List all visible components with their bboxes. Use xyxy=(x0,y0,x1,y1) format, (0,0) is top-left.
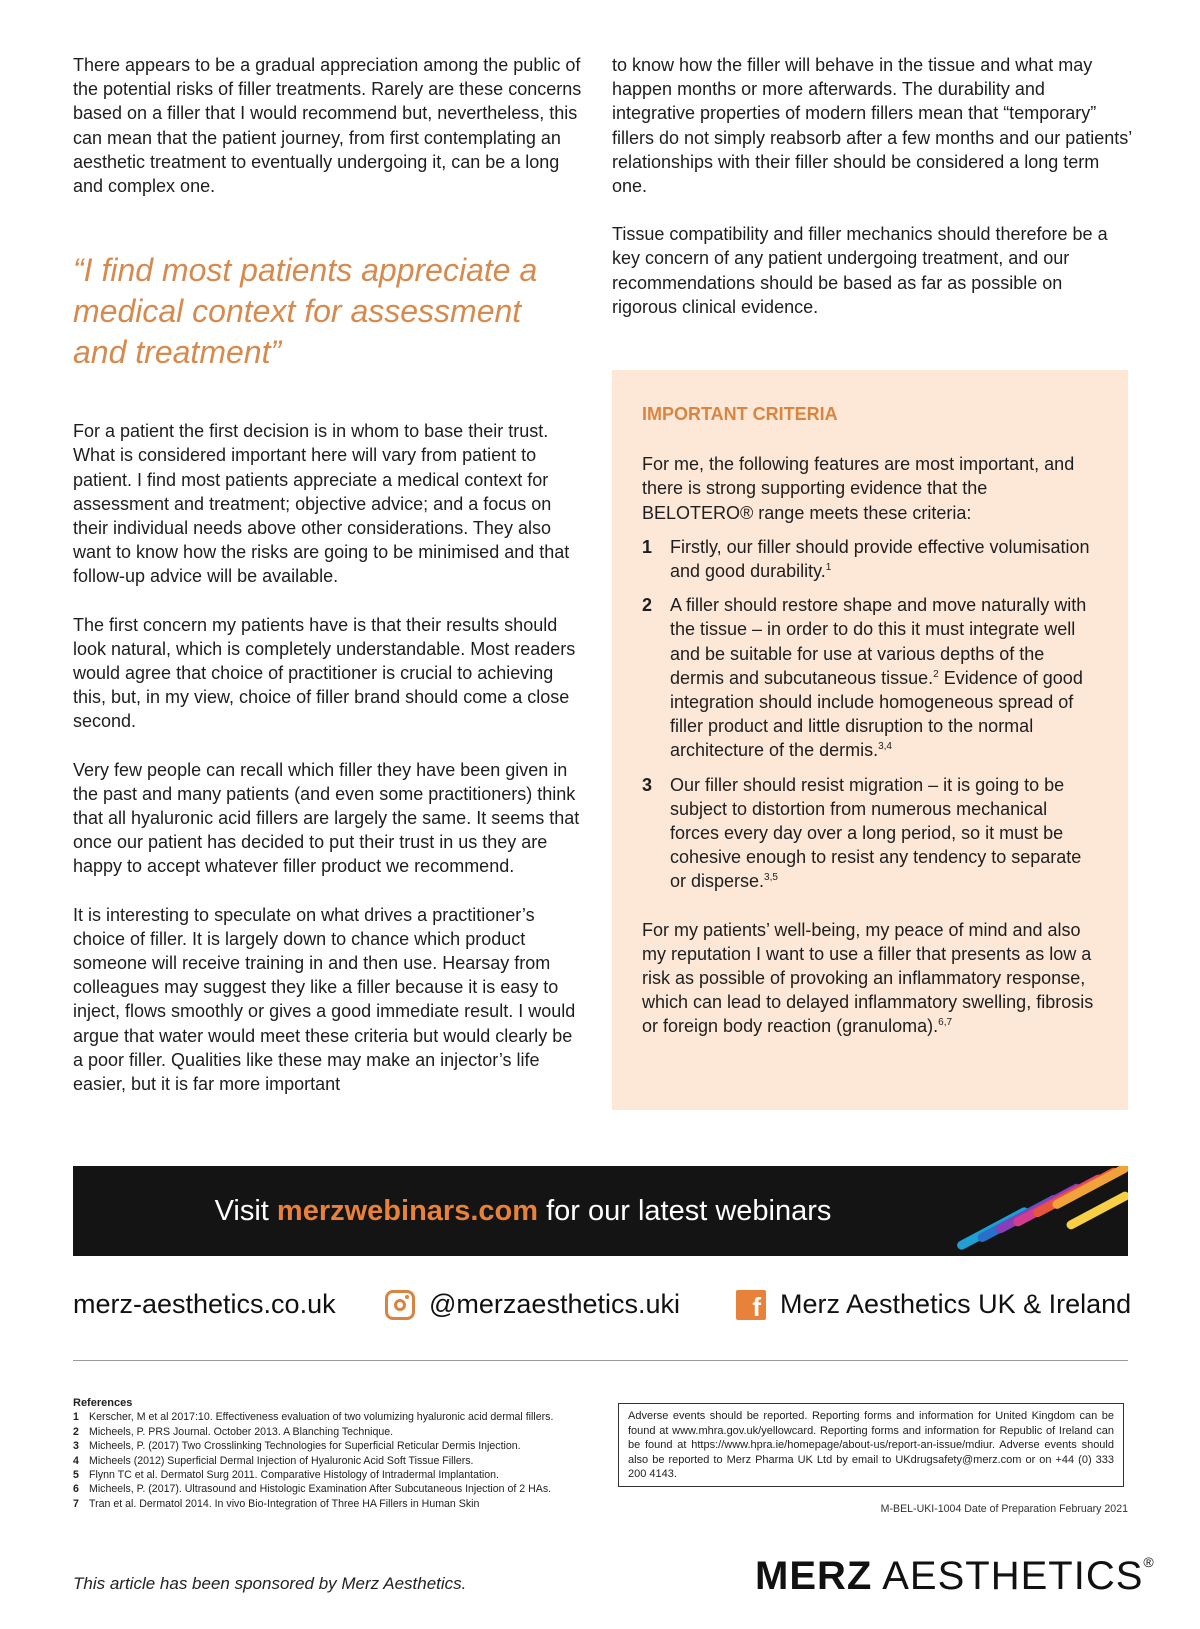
reference-number: 5 xyxy=(73,1469,79,1482)
body-paragraph: Tissue compatibility and filler mechanics should therefore be a key concern of any patient undergoing treatment, and our recommendations should be based as far as possible on rigorous clinical evidence. xyxy=(612,224,1108,317)
body-paragraph: The first concern my patients have is that their results should look natural, which is completely understandable. Most readers would agree that choice of practitioner is crucial to achieving this, but, in my view, choice of filler brand should come a close second. xyxy=(73,614,576,732)
website-link[interactable]: merz-aesthetics.co.uk xyxy=(73,1289,336,1319)
reference-item xyxy=(73,1410,603,1424)
criteria-item xyxy=(642,773,1098,894)
logo-part-aesthetics: AESTHETICS xyxy=(872,1554,1144,1598)
reference-number: 4 xyxy=(73,1454,79,1467)
references-heading: References xyxy=(73,1397,133,1409)
divider xyxy=(73,1360,1128,1361)
citation-superscript: 3,4 xyxy=(878,741,892,753)
reference-text: Tran et al. Dermatol 2014. In vivo Bio-Integration of Three HA Fillers in Human Skin xyxy=(89,1497,480,1510)
right-column xyxy=(612,53,1132,343)
criteria-intro: For me, the following features are most important, and there is strong supporting evidence that the BELOTERO® range meets these criteria: xyxy=(642,454,1075,523)
reference-number: 7 xyxy=(73,1497,79,1510)
banner-prefix: Visit xyxy=(214,1195,277,1227)
body-paragraph: to know how the filler will behave in the tissue and what may happen months or more afterwards. The durability and integrative properties of modern fillers mean that “temporary” fillers do not simply reabsorb after a few months and our patients’ relationships with their filler should be considered a long term one. xyxy=(612,55,1132,197)
citation-superscript: 6,7 xyxy=(938,1017,953,1029)
criteria-text-body: A filler should restore shape and move naturally with the tissue – in order to do this it must integrate well and be suitable for use at various depths of the dermis and subcutaneous tissue. xyxy=(670,595,1087,688)
criteria-item xyxy=(642,535,1098,583)
criteria-heading: IMPORTANT CRITERIA xyxy=(642,404,838,424)
criteria-number: 1 xyxy=(642,536,653,557)
criteria-number: 2 xyxy=(642,595,653,616)
criteria-closing-text: For my patients’ well-being, my peace of mind and also my reputation I want to use a filler that presents as low a risk as possible of provoking an inflammatory response, which can lead to delayed inflammatory swelling, fibrosis or foreign body reaction (granuloma). xyxy=(642,919,1094,1037)
reference-item xyxy=(73,1497,603,1511)
facebook-icon: f xyxy=(736,1290,766,1320)
adverse-events-notice: Adverse events should be reported. Reporting forms and information for United Kingdom can be found at www.mhra.gov.uk/yellowcard. Reporting forms and information for Republic of Ireland can be found at https://www.hpra.ie/homepage/about-us/report-an-issue/mdiur. Adverse events should also be reported to Merz Pharma UK Ltd by email to UKdrugsafety@merz.com or on +44 (0) 333 200 4143. xyxy=(618,1403,1124,1487)
reference-text: Kerscher, M et al 2017:10. Effectiveness evaluation of two volumizing hyaluronic acid dermal fillers. xyxy=(89,1411,554,1424)
body-paragraph: It is interesting to speculate on what drives a practitioner’s choice of filler. It is largely down to chance which product someone will receive training in and then use. Hearsay from colleagues may suggest they like a filler because it is easy to inject, flows smoothly or gives a good immediate result. I would argue that water would meet these criteria but would clearly be a poor filler. Qualities like these may make an injector’s life easier, but it is far more important xyxy=(73,904,576,1095)
social-links xyxy=(73,1285,1132,1329)
reference-item xyxy=(73,1454,603,1468)
instagram-handle: @merzaesthetics.uki xyxy=(429,1289,680,1319)
criteria-number: 3 xyxy=(642,774,653,795)
left-column xyxy=(73,53,583,1120)
reference-number: 2 xyxy=(73,1425,79,1438)
reference-item xyxy=(73,1468,603,1482)
reference-text: Micheels, P. (2017) Two Crosslinking Technologies for Superficial Reticular Dermis Injection. xyxy=(89,1440,521,1453)
reference-text: Flynn TC et al. Dermatol Surg 2011. Comparative Histology of Intradermal Implantation. xyxy=(89,1469,500,1482)
citation-superscript: 2 xyxy=(933,668,939,680)
registered-mark: ® xyxy=(1143,1554,1155,1570)
instagram-link[interactable] xyxy=(385,1289,680,1320)
criteria-text-body: Evidence of good integration should include homogeneous spread of filler product and little disruption to the normal architecture of the dermis. xyxy=(670,667,1083,761)
pull-quote: “I find most patients appreciate a medical context for assessment and treatment” xyxy=(73,252,538,371)
criteria-list xyxy=(642,535,1098,894)
logo-part-merz: MERZ xyxy=(755,1554,873,1598)
criteria-item xyxy=(642,593,1098,762)
criteria-text xyxy=(670,593,1098,762)
criteria-closing xyxy=(642,918,1098,1039)
body-paragraph: For a patient the first decision is in whom to base their trust. What is considered important here will vary from patient to patient. I find most patients appreciate a medical context for assessment and treatment; objective advice; and a focus on their individual needs above other considerations. They also want to know how the risks are going to be minimised and that follow-up advice will be available. xyxy=(73,421,570,587)
reference-number: 6 xyxy=(73,1483,79,1496)
criteria-text xyxy=(670,535,1098,583)
references xyxy=(73,1396,603,1511)
reference-text: Micheels (2012) Superficial Dermal Injection of Hyaluronic Acid Soft Tissue Fillers. xyxy=(89,1454,474,1467)
facebook-page-name: Merz Aesthetics UK & Ireland xyxy=(780,1289,1132,1319)
reference-item xyxy=(73,1425,603,1439)
webinar-link[interactable]: merzwebinars.com xyxy=(276,1195,539,1227)
facebook-link[interactable] xyxy=(736,1289,1131,1320)
criteria-text xyxy=(670,773,1098,894)
reference-number: 1 xyxy=(73,1411,79,1424)
criteria-text-body: Firstly, our filler should provide effective volumisation and good durability. xyxy=(670,536,1090,582)
reference-text: Micheels, P. (2017). Ultrasound and Histologic Examination After Subcutaneous Injection of 2 HAs. xyxy=(89,1483,552,1496)
banner-suffix: for our latest webinars xyxy=(538,1195,832,1227)
citation-superscript: 3,5 xyxy=(764,872,778,884)
sponsor-note: This article has been sponsored by Merz Aesthetics. xyxy=(73,1574,467,1593)
criteria-text-body: Our filler should resist migration – it is going to be subject to distortion from numerous mechanical forces every day over a long period, so it must be cohesive enough to resist any tendency to separate or disperse. xyxy=(670,774,1082,892)
banner-text xyxy=(73,1194,973,1228)
merz-aesthetics-logo xyxy=(755,1552,1155,1600)
reference-item xyxy=(73,1439,603,1453)
important-criteria-box xyxy=(612,370,1128,1110)
webinar-banner[interactable] xyxy=(73,1166,1128,1256)
instagram-icon xyxy=(385,1290,415,1320)
citation-superscript: 1 xyxy=(825,562,832,574)
intro-paragraph: There appears to be a gradual appreciation among the public of the potential risks of filler treatments. Rarely are these concerns based on a filler that I would recommend but, nevertheless, this can mean that the patient journey, from first contemplating an aesthetic treatment to eventually undergoing it, can be a long and complex one. xyxy=(73,55,582,197)
document-code: M-BEL-UKI-1004 Date of Preparation February 2021 xyxy=(880,1503,1128,1515)
body-paragraph: Very few people can recall which filler they have been given in the past and many patients (and even some practitioners) think that all hyaluronic acid fillers are largely the same. It seems that once our patient has decided to put their trust in us they are happy to accept whatever filler product we recommend. xyxy=(73,759,580,877)
reference-item xyxy=(73,1482,603,1496)
reference-text: Micheels, P. PRS Journal. October 2013. A Blanching Technique. xyxy=(89,1425,394,1438)
reference-number: 3 xyxy=(73,1440,79,1453)
